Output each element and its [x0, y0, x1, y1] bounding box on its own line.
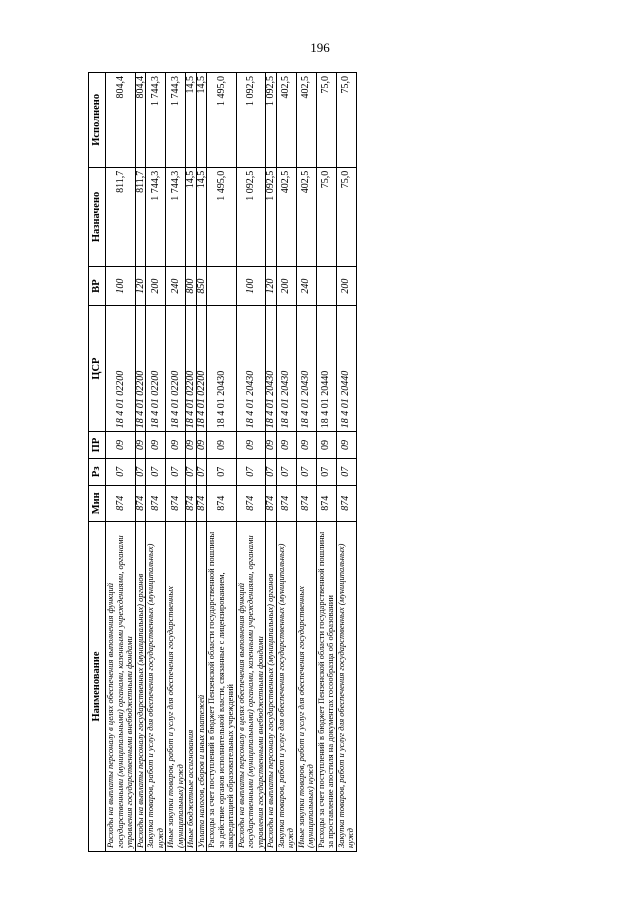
- cell-csr: 18 4 01 02200: [106, 306, 136, 432]
- table-row: [336, 73, 356, 852]
- cell-min: 874: [146, 485, 166, 521]
- table-row: [166, 73, 186, 852]
- cell-rz: 07: [236, 458, 266, 485]
- cell-vr: 850: [196, 267, 207, 306]
- cell-vr: [316, 267, 336, 306]
- cell-vr: 120: [266, 267, 277, 306]
- cell-rz: 07: [196, 458, 207, 485]
- cell-name: Закупка товаров, работ и услуг для обеспечения государственных (муниципальных) нужд: [336, 521, 356, 851]
- cell-min: 874: [106, 485, 136, 521]
- cell-rz: 07: [166, 458, 186, 485]
- cell-pr: 09: [236, 432, 266, 459]
- cell-vr: 240: [166, 267, 186, 306]
- cell-pr: 09: [166, 432, 186, 459]
- header-name: Наименование: [89, 521, 106, 851]
- cell-vr: [207, 267, 237, 306]
- cell-vr: 200: [146, 267, 166, 306]
- cell-executed: 14,5: [186, 73, 197, 168]
- header-assigned: Назначено: [89, 167, 106, 266]
- cell-executed: 1 092,5: [266, 73, 277, 168]
- cell-executed: 1 744,3: [146, 73, 166, 168]
- cell-assigned: 14,5: [196, 167, 207, 266]
- cell-executed: 14,5: [196, 73, 207, 168]
- header-executed: Исполнено: [89, 73, 106, 168]
- cell-executed: 1 744,3: [166, 73, 186, 168]
- cell-csr: 18 4 01 02200: [135, 306, 146, 432]
- cell-min: 874: [207, 485, 237, 521]
- cell-pr: 09: [336, 432, 356, 459]
- cell-assigned: 14,5: [186, 167, 197, 266]
- cell-name: Закупка товаров, работ и услуг для обеспечения государственных (муниципальных) нужд: [146, 521, 166, 851]
- cell-pr: 09: [207, 432, 237, 459]
- cell-csr: 18 4 01 02200: [166, 306, 186, 432]
- cell-rz: 07: [296, 458, 316, 485]
- cell-name: Расходы на выплаты персоналу государственных (муниципальных) органов: [266, 521, 277, 851]
- cell-rz: 07: [207, 458, 237, 485]
- cell-pr: 09: [266, 432, 277, 459]
- table-row: [146, 73, 166, 852]
- budget-table: [88, 72, 357, 852]
- cell-pr: 09: [276, 432, 296, 459]
- cell-csr: 18 4 01 02200: [146, 306, 166, 432]
- cell-min: 874: [236, 485, 266, 521]
- table-row: [207, 73, 237, 852]
- cell-executed: 75,0: [336, 73, 356, 168]
- header-csr: ЦСР: [89, 306, 106, 432]
- cell-vr: 240: [296, 267, 316, 306]
- cell-rz: 07: [336, 458, 356, 485]
- cell-min: 874: [316, 485, 336, 521]
- cell-csr: 18 4 01 20440: [336, 306, 356, 432]
- cell-vr: 200: [276, 267, 296, 306]
- header-min: Мин: [89, 485, 106, 521]
- cell-vr: 100: [106, 267, 136, 306]
- cell-rz: 07: [146, 458, 166, 485]
- cell-vr: 800: [186, 267, 197, 306]
- cell-name: Иные бюджетные ассигнования: [186, 521, 197, 851]
- cell-pr: 09: [146, 432, 166, 459]
- cell-csr: 18 4 01 20430: [207, 306, 237, 432]
- cell-assigned: 811,7: [135, 167, 146, 266]
- cell-assigned: 811,7: [106, 167, 136, 266]
- cell-csr: 18 4 01 20440: [316, 306, 336, 432]
- cell-pr: 09: [106, 432, 136, 459]
- rotated-table-sheet: [88, 72, 538, 852]
- cell-assigned: 75,0: [336, 167, 356, 266]
- table-row: [186, 73, 197, 852]
- cell-rz: 07: [135, 458, 146, 485]
- cell-assigned: 402,5: [296, 167, 316, 266]
- cell-vr: 200: [336, 267, 356, 306]
- cell-min: 874: [336, 485, 356, 521]
- cell-vr: 120: [135, 267, 146, 306]
- cell-csr: 18 4 01 02200: [186, 306, 197, 432]
- cell-assigned: 1 744,3: [146, 167, 166, 266]
- cell-rz: 07: [276, 458, 296, 485]
- table-row: [266, 73, 277, 852]
- cell-name: Уплата налогов, сборов и иных платежей: [196, 521, 207, 851]
- table-row: [276, 73, 296, 852]
- table-header-row: [89, 73, 106, 852]
- cell-pr: 09: [186, 432, 197, 459]
- table-row: [196, 73, 207, 852]
- header-pr: ПР: [89, 432, 106, 459]
- cell-executed: 402,5: [276, 73, 296, 168]
- cell-rz: 07: [266, 458, 277, 485]
- cell-name: Расходы за счет поступлений в бюджет Пензенской области государственной пошлины за проставление апостиля на документах госообразца об образовании: [316, 521, 336, 851]
- cell-csr: 18 4 01 20430: [296, 306, 316, 432]
- table-row: [106, 73, 136, 852]
- cell-rz: 07: [186, 458, 197, 485]
- table-row: [135, 73, 146, 852]
- cell-csr: 18 4 01 20430: [236, 306, 266, 432]
- cell-name: Иные закупки товаров, работ и услуг для обеспечения государственных (муниципальных) нужд: [296, 521, 316, 851]
- cell-name: Расходы на выплаты персоналу государственных (муниципальных) органов: [135, 521, 146, 851]
- cell-assigned: 75,0: [316, 167, 336, 266]
- cell-min: 874: [266, 485, 277, 521]
- cell-min: 874: [296, 485, 316, 521]
- cell-min: 874: [166, 485, 186, 521]
- cell-assigned: 1 092,5: [266, 167, 277, 266]
- cell-csr: 18 4 01 20430: [266, 306, 277, 432]
- cell-name: Закупка товаров, работ и услуг для обеспечения государственных (муниципальных) нужд: [276, 521, 296, 851]
- cell-assigned: 1 092,5: [236, 167, 266, 266]
- cell-rz: 07: [106, 458, 136, 485]
- cell-assigned: 402,5: [276, 167, 296, 266]
- cell-min: 874: [196, 485, 207, 521]
- header-vr: ВР: [89, 267, 106, 306]
- cell-executed: 804,4: [106, 73, 136, 168]
- cell-min: 874: [186, 485, 197, 521]
- cell-name: Расходы на выплаты персоналу в целях обеспечения выполнения функций государственными (муниципальными) органами, казенными учреждениями, органами управления государственными внебюджетными фондами: [236, 521, 266, 851]
- cell-name: Иные закупки товаров, работ и услуг для обеспечения государственных (муниципальных) нужд: [166, 521, 186, 851]
- table-row: [316, 73, 336, 852]
- cell-name: Расходы на выплаты персоналу в целях обеспечения выполнения функций государственными (муниципальными) органами, казенными учреждениями, органами управления государственными внебюджетными фондами: [106, 521, 136, 851]
- table-row: [296, 73, 316, 852]
- cell-rz: 07: [316, 458, 336, 485]
- cell-executed: 75,0: [316, 73, 336, 168]
- cell-name: Расходы за счет поступлений в бюджет Пензенской области государственной пошлины за действие органов исполнительной власти, связанные с лицензированием, аккредитацией образовательных учреждений: [207, 521, 237, 851]
- cell-executed: 1 495,0: [207, 73, 237, 168]
- header-rz: Рз: [89, 458, 106, 485]
- cell-executed: 402,5: [296, 73, 316, 168]
- cell-executed: 804,4: [135, 73, 146, 168]
- cell-pr: 09: [316, 432, 336, 459]
- cell-min: 874: [135, 485, 146, 521]
- cell-pr: 09: [196, 432, 207, 459]
- cell-assigned: 1 744,3: [166, 167, 186, 266]
- cell-vr: 100: [236, 267, 266, 306]
- cell-executed: 1 092,5: [236, 73, 266, 168]
- cell-assigned: 1 495,0: [207, 167, 237, 266]
- cell-pr: 09: [135, 432, 146, 459]
- cell-csr: 18 4 01 02200: [196, 306, 207, 432]
- cell-csr: 18 4 01 20430: [276, 306, 296, 432]
- page-number: 196: [310, 40, 330, 55]
- cell-min: 874: [276, 485, 296, 521]
- cell-pr: 09: [296, 432, 316, 459]
- table-row: [236, 73, 266, 852]
